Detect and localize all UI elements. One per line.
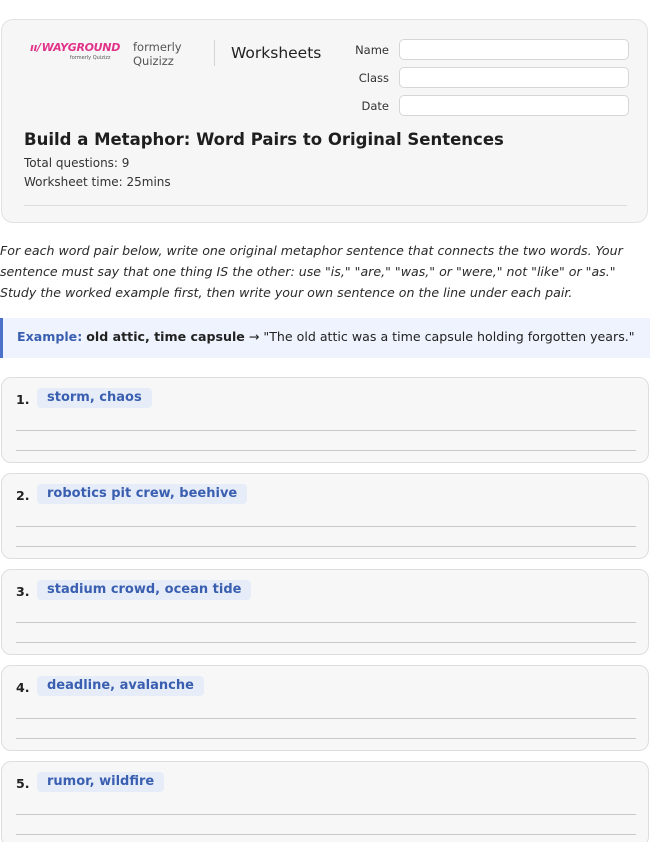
date-field-row (342, 95, 629, 117)
section-label: Worksheets (231, 44, 322, 62)
word-pair-chip: storm, chaos (37, 388, 152, 408)
example-sentence: "The old attic was a time capsule holding forgotten years." (263, 329, 635, 344)
class-field[interactable] (399, 67, 629, 88)
question-card (1, 761, 649, 842)
question-number: 1. (16, 392, 30, 407)
question-number: 4. (16, 680, 30, 695)
question-number: 2. (16, 488, 30, 503)
header-rule (24, 205, 627, 206)
logo-bars-icon: ıı/ (30, 41, 41, 54)
instructions-text: For each word pair below, write one original metaphor sentence that connects the two words. Your sentence must say that one thing IS the other: use "is," "are," "was," or "were," not "like" or "as." Study the worked example first, then write your own sentence on the line under each pair. (0, 243, 623, 300)
logo-wordmark: WAYGROUND (41, 41, 121, 54)
answer-line[interactable] (16, 546, 636, 547)
answer-line[interactable] (16, 718, 636, 719)
header-divider (214, 40, 215, 66)
answer-line[interactable] (16, 738, 636, 739)
answer-line[interactable] (16, 450, 636, 451)
date-label: Date (361, 99, 389, 113)
word-pair-chip: stadium crowd, ocean tide (37, 580, 251, 600)
worksheet-time: Worksheet time: 25mins (24, 175, 171, 189)
name-field[interactable] (399, 39, 629, 60)
formerly-label: formerly Quizizz (133, 40, 182, 68)
date-field[interactable] (399, 95, 629, 116)
example-label: Example: (17, 329, 83, 344)
question-card (1, 377, 649, 463)
name-label: Name (355, 43, 389, 57)
question-number: 3. (16, 584, 30, 599)
answer-line[interactable] (16, 642, 636, 643)
logo-subtext: formerly Quizizz (70, 55, 111, 61)
answer-line[interactable] (16, 834, 636, 835)
worksheet-header (1, 19, 648, 223)
worksheet-title: Build a Metaphor: Word Pairs to Original Sentences (24, 130, 504, 149)
example-box (0, 318, 650, 358)
answer-line[interactable] (16, 814, 636, 815)
class-label: Class (358, 71, 389, 85)
question-card (1, 473, 649, 559)
word-pair-chip: robotics pit crew, beehive (37, 484, 247, 504)
answer-line[interactable] (16, 526, 636, 527)
question-card (1, 665, 649, 751)
question-card (1, 569, 649, 655)
wayground-logo (30, 42, 120, 54)
total-questions: Total questions: 9 (24, 156, 130, 170)
brand-logo (30, 42, 120, 61)
example-pair: old attic, time capsule (86, 329, 245, 344)
word-pair-chip: deadline, avalanche (37, 676, 204, 696)
word-pair-chip: rumor, wildfire (37, 772, 164, 792)
answer-line[interactable] (16, 622, 636, 623)
name-field-row (342, 39, 629, 61)
arrow-icon: → (248, 329, 260, 344)
question-number: 5. (16, 776, 30, 791)
class-field-row (342, 67, 629, 89)
answer-line[interactable] (16, 430, 636, 431)
